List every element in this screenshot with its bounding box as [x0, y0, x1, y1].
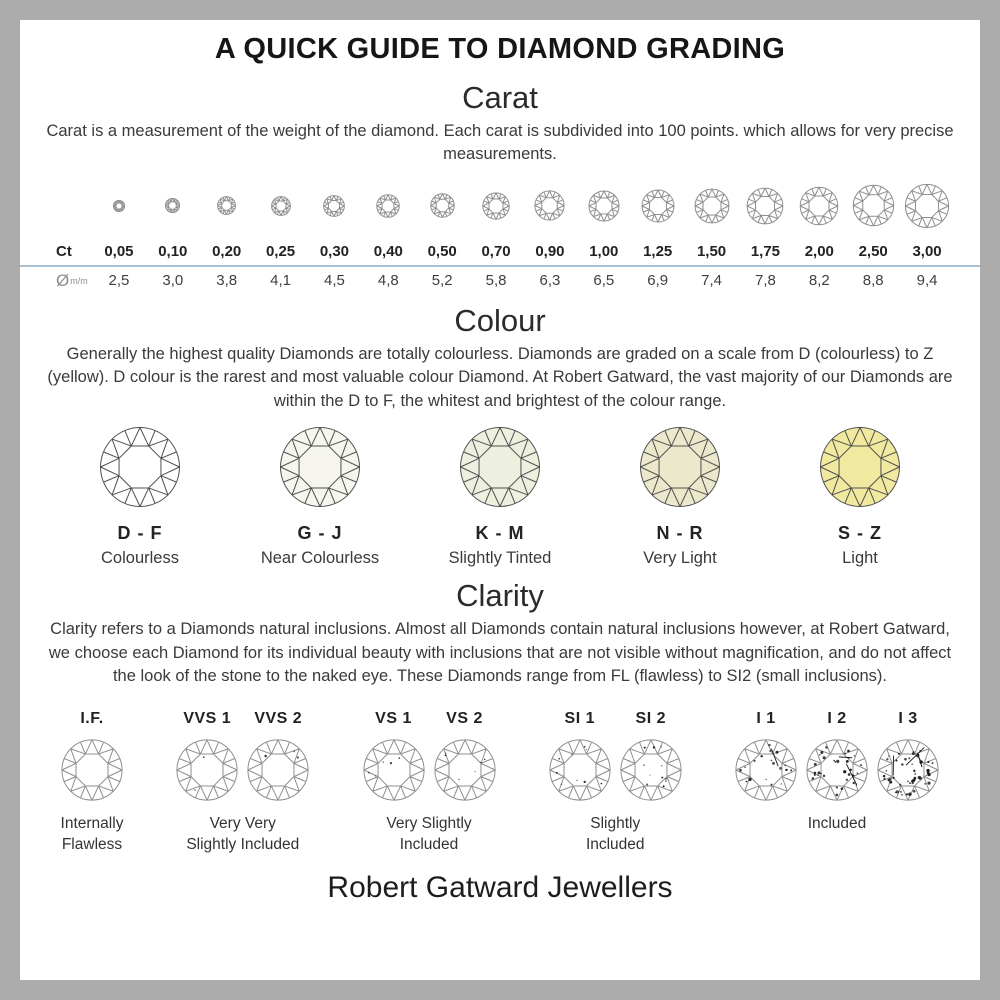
colour-grade-range: G - J: [297, 523, 343, 544]
carat-ct-value: 2,00: [804, 243, 834, 261]
carat-diameter-row-label: [46, 271, 88, 291]
colour-grade-name: Very Light: [643, 549, 717, 568]
clarity-group-diamonds: [734, 738, 940, 802]
carat-weight-row-label: Ct: [56, 243, 72, 261]
carat-ct-value: 0,70: [481, 243, 511, 261]
clarity-group-labels: [734, 710, 940, 728]
colour-grades-row: [20, 425, 980, 568]
carat-mm-value: 7,8: [755, 272, 776, 290]
carat-diamond-icon: [430, 193, 455, 218]
carat-diamond-icon: [852, 184, 895, 227]
carat-diamond-icon: [323, 195, 345, 217]
carat-ct-value: 1,00: [589, 243, 619, 261]
carat-ct-value: 2,50: [858, 243, 888, 261]
clarity-diamond-icon: [362, 738, 426, 802]
carat-ct-value: 1,50: [696, 243, 727, 261]
clarity-diamond-icon: [548, 738, 612, 802]
colour-grade-item: [50, 425, 230, 568]
carat-weight-row: [20, 239, 980, 267]
carat-diamond-icon: [641, 189, 675, 223]
colour-diamond-icon: [638, 425, 722, 509]
clarity-group: [734, 710, 940, 834]
clarity-caption-line: Slightly: [590, 815, 641, 833]
clarity-grade-label: SI 2: [635, 710, 666, 728]
colour-grade-name: Colourless: [101, 549, 179, 568]
colour-grade-range: S - Z: [838, 523, 882, 544]
carat-mm-value: 4,1: [270, 272, 291, 290]
clarity-grade-label: I 3: [898, 710, 918, 728]
colour-grade-range: D - F: [117, 523, 163, 544]
carat-mm-value: 8,8: [862, 272, 884, 290]
clarity-group: [175, 710, 310, 854]
carat-ct-value: 0,25: [265, 243, 296, 261]
carat-ct-value: 0,30: [319, 243, 350, 261]
colour-diamond-icon: [98, 425, 182, 509]
carat-mm-value: 3,0: [162, 272, 184, 290]
clarity-grade-label: I.F.: [80, 710, 104, 728]
carat-mm-value: 3,8: [216, 272, 238, 290]
carat-ct-value: 0,50: [427, 243, 457, 261]
carat-diamond-icon: [534, 190, 565, 221]
clarity-caption-line: Flawless: [61, 835, 123, 853]
clarity-group-caption: [586, 814, 645, 854]
carat-diamond-icon: [694, 188, 730, 224]
carat-ct-value: 0,05: [104, 243, 134, 261]
clarity-caption-line: Internally: [60, 815, 124, 833]
clarity-group: [362, 710, 497, 854]
clarity-grade-label: I 1: [756, 710, 776, 728]
carat-ct-value: 1,75: [750, 243, 781, 261]
clarity-group-caption: [186, 814, 299, 854]
clarity-grade-label: VVS 2: [254, 710, 303, 728]
carat-diamond-icon: [165, 198, 180, 213]
carat-diamond-icon: [271, 196, 291, 216]
carat-diamond-size-row: [20, 175, 980, 237]
carat-mm-value: 4,5: [324, 272, 345, 290]
carat-section-heading: Carat: [462, 80, 538, 115]
carat-mm-value: 8,2: [808, 272, 830, 290]
diameter-symbol: Ø: [56, 270, 70, 290]
carat-mm-value: 6,5: [593, 272, 615, 290]
clarity-grade-label: VS 2: [446, 710, 483, 728]
carat-mm-value: 5,8: [485, 272, 507, 290]
carat-diamond-icon: [746, 187, 784, 225]
clarity-group-diamonds: [362, 738, 497, 802]
carat-ct-value: 3,00: [912, 243, 942, 261]
clarity-section-heading: Clarity: [456, 578, 544, 614]
carat-diamond-icon: [113, 200, 125, 212]
clarity-group-diamonds: [175, 738, 310, 802]
clarity-diamond-icon: [805, 738, 869, 802]
carat-ct-value: 0,90: [535, 243, 565, 261]
diameter-unit: m/m: [70, 275, 88, 286]
clarity-caption-line: Included: [399, 835, 459, 853]
clarity-caption-line: Included: [807, 815, 867, 833]
carat-mm-value: 7,4: [701, 272, 722, 290]
colour-grade-range: K - M: [475, 523, 525, 544]
carat-ct-value: 0,20: [212, 243, 242, 261]
colour-grade-item: [410, 425, 590, 568]
carat-mm-value: 6,9: [647, 272, 669, 290]
clarity-grade-label: I 2: [827, 710, 847, 728]
clarity-group-labels: [60, 710, 124, 728]
colour-section-heading: Colour: [454, 302, 546, 338]
clarity-grade-label: VVS 1: [183, 710, 232, 728]
clarity-diamond-icon: [619, 738, 683, 802]
colour-grade-name: Light: [842, 549, 878, 568]
clarity-caption-line: Included: [585, 835, 645, 853]
colour-grade-name: Near Colourless: [260, 549, 380, 568]
clarity-diamond-icon: [175, 738, 239, 802]
clarity-grade-label: VS 1: [375, 710, 412, 728]
clarity-group-diamonds: [60, 738, 124, 802]
colour-grade-item: [770, 425, 950, 568]
carat-diameter-row: [20, 267, 980, 295]
carat-diamond-icon: [482, 192, 510, 220]
carat-diamond-icon: [799, 186, 839, 226]
carat-diamond-icon: [904, 183, 950, 229]
colour-diamond-icon: [458, 425, 542, 509]
clarity-diamond-icon: [734, 738, 798, 802]
carat-ct-value: 1,25: [643, 243, 673, 261]
clarity-grade-label: SI 1: [564, 710, 595, 728]
colour-grade-name: Slightly Tinted: [448, 549, 552, 568]
clarity-description: Clarity refers to a Diamonds natural inclusions. Almost all Diamonds contain natural inclusions however, at Robert Gatward, we choose each Diamond for its individual beauty with inclusions that are not visible without magnification, and do not affect the look of the stone to the naked eye. These Diamonds range from FL (flawless) to SI2 (small inclusions).: [48, 620, 952, 685]
carat-mm-value: 9,4: [916, 272, 938, 290]
carat-diamond-icon: [376, 194, 400, 218]
colour-grade-item: [230, 425, 410, 568]
brand-footer: Robert Gatward Jewellers: [327, 870, 673, 904]
carat-mm-value: 4,8: [377, 272, 399, 290]
carat-ct-value: 0,40: [373, 243, 403, 261]
clarity-group: [60, 710, 124, 854]
clarity-group-caption: [386, 814, 471, 854]
clarity-group-caption: [808, 814, 867, 834]
clarity-group-caption: [61, 814, 124, 854]
colour-diamond-icon: [818, 425, 902, 509]
clarity-diamond-icon: [433, 738, 497, 802]
carat-mm-value: 5,2: [431, 272, 453, 290]
carat-description: Carat is a measurement of the weight of the diamond. Each carat is subdivided into 100 points. which allows for very precise measurements.: [46, 122, 954, 164]
colour-description: Generally the highest quality Diamonds are totally colourless. Diamonds are graded on a scale from D (colourless) to Z (yellow). D colour is the rarest and most valuable colour Diamond. At Robert Gatward, the vast majority of our Diamonds are within the D to F, the whitest and brightest of the colour range.: [47, 344, 953, 410]
carat-mm-value: 6,3: [539, 272, 561, 290]
clarity-group: [548, 710, 683, 854]
clarity-diamond-icon: [246, 738, 310, 802]
colour-diamond-icon: [278, 425, 362, 509]
clarity-group-labels: [175, 710, 310, 728]
carat-diamond-icon: [217, 196, 236, 215]
clarity-diamond-icon: [876, 738, 940, 802]
clarity-caption-line: Slightly Included: [186, 835, 300, 853]
colour-grade-item: [590, 425, 770, 568]
clarity-group-labels: [548, 710, 683, 728]
clarity-caption-line: Very Very: [209, 815, 276, 833]
page-title: A QUICK GUIDE TO DIAMOND GRADING: [214, 33, 786, 65]
clarity-caption-line: Very Slightly: [386, 815, 472, 833]
clarity-group-diamonds: [548, 738, 683, 802]
carat-mm-value: 2,5: [108, 272, 130, 290]
clarity-diamond-icon: [60, 738, 124, 802]
carat-diamond-icon: [588, 190, 620, 222]
infographic-page: [20, 20, 980, 980]
colour-grade-range: N - R: [656, 523, 704, 544]
clarity-grades-row: [20, 710, 980, 854]
clarity-group-labels: [362, 710, 497, 728]
carat-ct-value: 0,10: [158, 243, 188, 261]
